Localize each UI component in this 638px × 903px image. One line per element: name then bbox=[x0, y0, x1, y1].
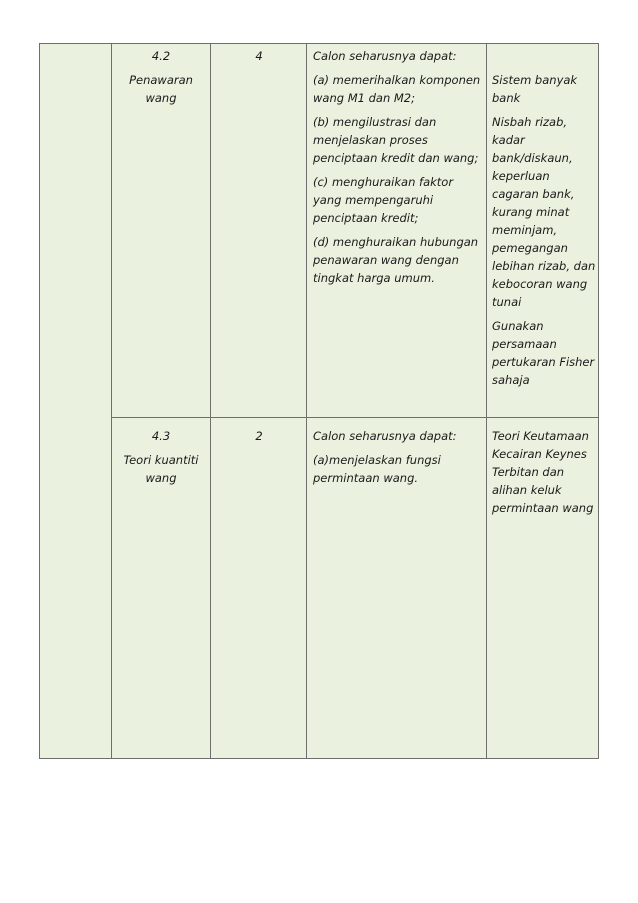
topic-number: 4.3 bbox=[151, 429, 171, 443]
outcomes-cell bbox=[313, 427, 481, 493]
note-item: Sistem banyak bank bbox=[492, 73, 578, 105]
count-value: 4 bbox=[255, 49, 263, 63]
outcome-item: (d) menghuraikan hubungan penawaran wang dengan tingkat harga umum. bbox=[313, 235, 479, 285]
syllabus-table bbox=[39, 43, 599, 759]
outcome-item: (a)menjelaskan fungsi permintaan wang. bbox=[313, 453, 441, 485]
count-cell bbox=[214, 427, 304, 451]
outcomes-cell bbox=[313, 47, 481, 293]
note-item: Gunakan persamaan pertukaran Fisher sahaja bbox=[492, 319, 595, 387]
topic-number: 4.2 bbox=[151, 49, 171, 63]
notes-cell bbox=[492, 71, 596, 395]
count-cell bbox=[214, 47, 304, 71]
topic-cell bbox=[115, 47, 207, 113]
topic-name: Penawaran wang bbox=[129, 73, 193, 105]
outcome-intro: Calon seharusnya dapat: bbox=[313, 429, 457, 443]
column-divider bbox=[306, 44, 307, 758]
outcome-item: (c) menghuraikan faktor yang mempengaruhi penciptaan kredit; bbox=[313, 175, 454, 225]
row-divider bbox=[111, 417, 598, 418]
column-divider bbox=[486, 44, 487, 758]
topic-cell bbox=[115, 427, 207, 493]
note-item: Nisbah rizab, kadar bank/diskaun, keperluan cagaran bank, kurang minat meminjam, pemegangan lebihan rizab, dan kebocoran wang tunai bbox=[492, 115, 596, 309]
count-value: 2 bbox=[255, 429, 263, 443]
topic-name: Teori kuantiti wang bbox=[123, 453, 199, 485]
outcome-intro: Calon seharusnya dapat: bbox=[313, 49, 457, 63]
outcome-item: (a) memerihalkan komponen wang M1 dan M2; bbox=[313, 73, 481, 105]
notes-cell bbox=[492, 427, 596, 523]
column-divider bbox=[210, 44, 211, 758]
outcome-item: (b) mengilustrasi dan menjelaskan proses penciptaan kredit dan wang; bbox=[313, 115, 479, 165]
column-divider bbox=[111, 44, 112, 758]
note-item: Teori Keutamaan Kecairan Keynes Terbitan dan alihan keluk permintaan wang bbox=[492, 429, 594, 515]
